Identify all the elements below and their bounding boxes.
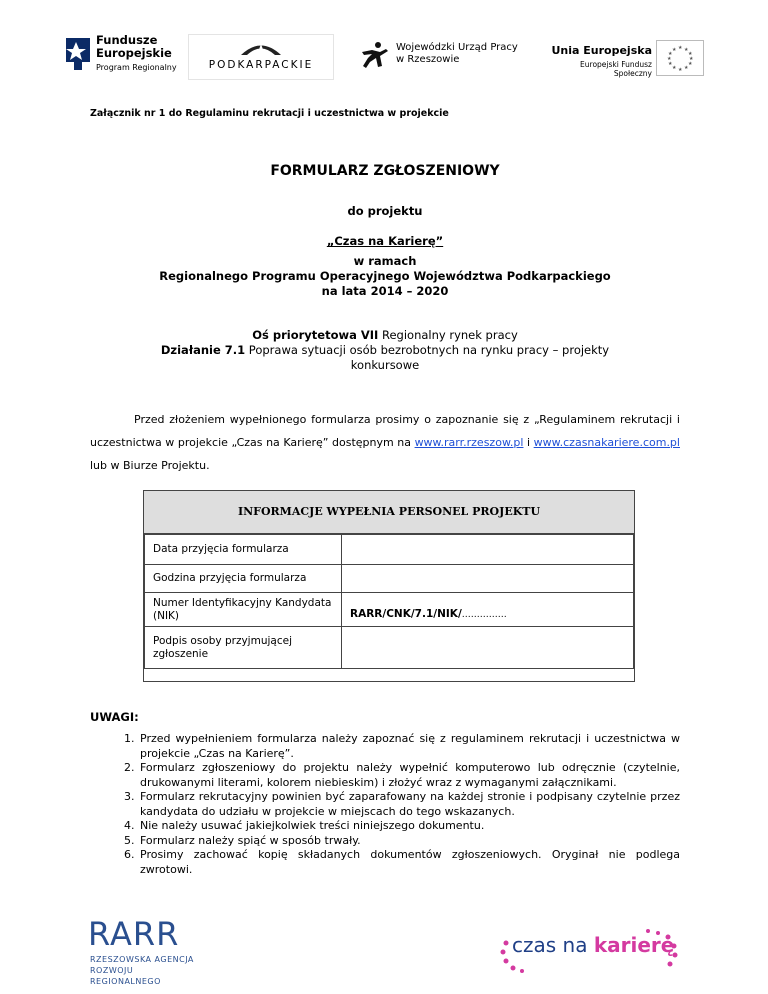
annex-note: Załącznik nr 1 do Regulaminu rekrutacji i uczestnictwa w projekcie (90, 108, 449, 119)
row-label: Data przyjęcia formularza (145, 535, 342, 565)
table-row (145, 627, 634, 669)
row-label: Numer Identyfikacyjny Kandydata (NIK) (145, 593, 342, 627)
rarr-sub2: ROZWOJU REGIONALNEGO (90, 966, 161, 986)
cnk-text: czas na karierę (512, 933, 675, 957)
ue-line1: Unia Europejska (551, 44, 652, 57)
axis-line3: konkursowe (350, 358, 420, 372)
svg-text:★: ★ (668, 61, 673, 67)
priority-axis-info (90, 328, 680, 373)
svg-text:★: ★ (688, 51, 693, 57)
road-icon (239, 38, 283, 56)
notes-title: UWAGI: (90, 710, 139, 724)
wup-line2: w Rzeszowie (396, 54, 460, 65)
list-item: 1. Przed wypełnieniem formularza należy zapoznać się z regulaminem rekrutacji i uczestnictwa w projekcie „Czas na Karierę”. (138, 732, 680, 761)
rarr-logo (88, 915, 198, 986)
svg-text:★: ★ (672, 47, 677, 53)
runner-icon (358, 40, 392, 70)
unia-europejska-logo (540, 40, 710, 76)
podkarpackie-logo (188, 34, 334, 80)
czasnakariere-link[interactable]: www.czasnakariere.com.pl (533, 436, 680, 449)
form-title: FORMULARZ ZGŁOSZENIOWY (270, 163, 500, 179)
signature-field[interactable] (342, 627, 634, 669)
axis-line1: Oś priorytetowa VII Regionalny rynek pracy (252, 328, 518, 342)
svg-text:★: ★ (678, 45, 683, 51)
rarr-text: RARR (88, 915, 180, 953)
svg-text:★: ★ (689, 56, 694, 62)
ue-line2: Europejski Fundusz Społeczny (580, 60, 652, 78)
project-name: „Czas na Karierę” (326, 234, 444, 248)
wup-line1: Wojewódzki Urząd Pracy (396, 42, 518, 53)
svg-text:★: ★ (668, 51, 673, 57)
wup-logo (358, 38, 518, 78)
staff-info-box (143, 490, 635, 682)
program-line2: Regionalnego Programu Operacyjnego Województwa Podkarpackiego (159, 269, 611, 283)
fundusze-europejskie-logo (62, 32, 182, 78)
list-item: 4. Nie należy usuwać jakiejkolwiek treści niniejszego dokumentu. (138, 819, 680, 834)
fe-line2: Europejskie (96, 46, 172, 60)
date-field[interactable] (342, 535, 634, 565)
list-item: 3. Formularz rekrutacyjny powinien być zaparafowany na każdej stronie i podpisany czytelnie przez kandydata do udziału w projekcie w miejscach do tego wskazanych. (138, 790, 680, 819)
fe-line1: Fundusze (96, 33, 158, 47)
table-row (145, 565, 634, 593)
program-line3: na lata 2014 – 2020 (321, 284, 449, 298)
rarr-sub1: RZESZOWSKA AGENCJA (90, 955, 194, 964)
svg-text:★: ★ (684, 47, 689, 53)
time-field[interactable] (342, 565, 634, 593)
eu-flag-icon (656, 40, 704, 76)
czas-na-kariere-logo (498, 925, 678, 975)
list-item: 5. Formularz należy spiąć w sposób trwały. (138, 834, 680, 849)
svg-text:★: ★ (672, 65, 677, 71)
form-subtitle: do projektu (347, 204, 423, 218)
program-info (90, 254, 680, 299)
svg-text:★: ★ (678, 67, 683, 73)
table-row (145, 593, 634, 627)
staff-box-header: INFORMACJE WYPEŁNIA PERSONEL PROJEKTU (144, 491, 634, 534)
intro-paragraph: Przed złożeniem wypełnionego formularza prosimy o zapoznanie się z „Regulaminem rekrutacji i uczestnictwa w projekcie „Czas na Karierę” dostępnym na www.rarr.rzeszow.pl i www.czasnakariere.com.pl lub w Biurze Projektu. (90, 413, 680, 472)
podkarpackie-text: PODKARPACKIE (208, 59, 314, 71)
fe-line3: Program Regionalny (96, 63, 177, 72)
staff-table (144, 534, 634, 669)
rarr-link[interactable]: www.rarr.rzeszow.pl (414, 436, 524, 449)
program-line1: w ramach (353, 254, 417, 268)
svg-text:★: ★ (667, 56, 672, 62)
nik-field[interactable]: RARR/CNK/7.1/NIK/…………… (342, 593, 634, 627)
table-row (145, 535, 634, 565)
row-label: Godzina przyjęcia formularza (145, 565, 342, 593)
notes-list (90, 732, 680, 877)
axis-line2: Działanie 7.1 Poprawa sytuacji osób bezrobotnych na rynku pracy – projekty (160, 343, 610, 357)
list-item: 2. Formularz zgłoszeniowy do projektu należy wypełnić komputerowo lub odręcznie (czytelnie, drukowanymi literami, kolorem niebieskim) i złożyć wraz z wymaganymi załącznikami. (138, 761, 680, 790)
list-item: 6. Prosimy zachować kopię składanych dokumentów zgłoszeniowych. Oryginał nie podlega zwrotowi. (138, 848, 680, 877)
svg-text:★: ★ (684, 65, 689, 71)
svg-text:★: ★ (688, 61, 693, 67)
row-label: Podpis osoby przyjmującej zgłoszenie (145, 627, 342, 669)
fe-star-icon (62, 34, 94, 74)
